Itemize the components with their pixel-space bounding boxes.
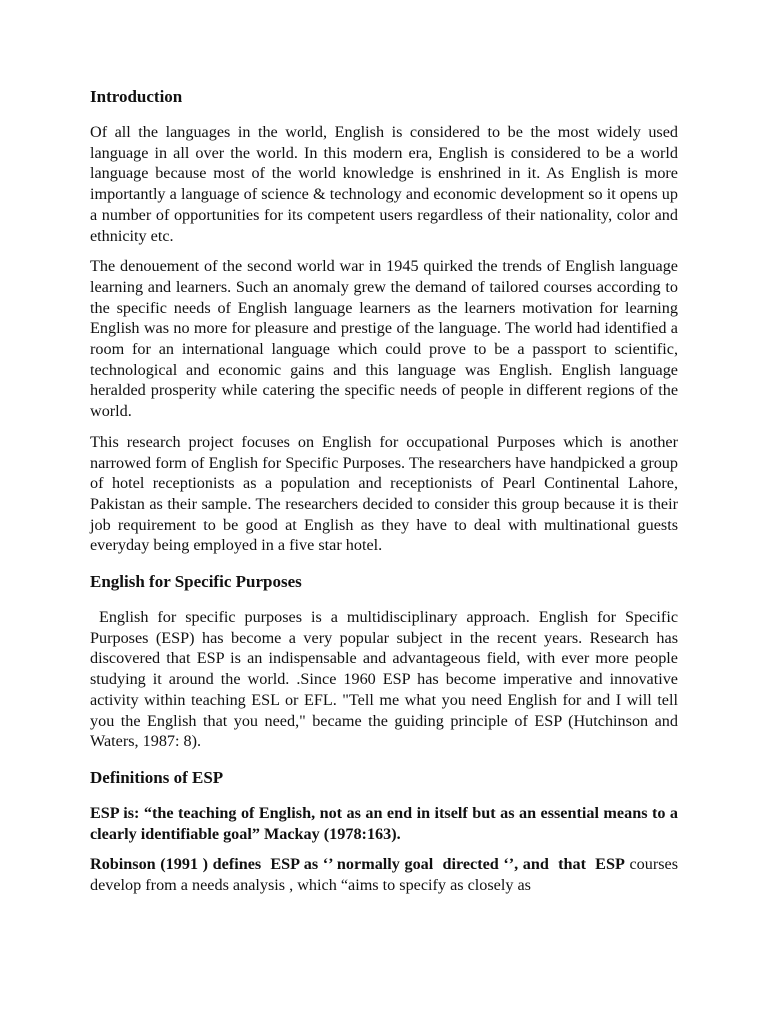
heading-definitions: Definitions of ESP (90, 767, 224, 787)
definition-paragraph-1: ESP is: “the teaching of English, not as an end in itself but as an essential means to a clearly identifiable goal” Mackay (1978:163). (90, 803, 678, 843)
definition-paragraph-2-rest: courses develop from a needs analysis , which “aims to specify as closely as (90, 855, 679, 895)
intro-paragraph-3: This research project focuses on English for occupational Purposes which is another narrowed form of English for Specific Purposes. The researchers have handpicked a group of hotel receptionists as a population and receptionists of Pearl Continental Lahore, Pakistan as their sample. The researchers decided to consider this group because it is their job requirement to be good at English as they have to deal with multinational guests everyday being employed in a five star hotel. (90, 432, 678, 555)
esp-paragraph-1: English for specific purposes is a multidisciplinary approach. English for Specific Purposes (ESP) has become a very popular subject in the recent years. Research has discovered that ESP is an indispensable and advantageous field, with ever more people studying it around the world. .Since 1960 ESP has become imperative and innovative activity within teaching ESL or EFL. "Tell me what you need English for and I will tell you the English that you need," became the guiding principle of ESP (Hutchinson and Waters, 1987: 8). (90, 608, 683, 751)
intro-paragraph-1: Of all the languages in the world, English is considered to be the most widely used language in all over the world. In this modern era, English is considered to be a world language because most of the world knowledge is enshrined in it. As English is more importantly a language of science & technology and economic development so it opens up a number of opportunities for its competent users regardless of their nationality, color and ethnicity etc. (90, 123, 678, 245)
definition-paragraph-2 (90, 854, 678, 895)
heading-introduction: Introduction (90, 87, 183, 106)
heading-esp: English for Specific Purposes (90, 572, 302, 592)
document-page (90, 86, 683, 896)
intro-paragraph-2: The denouement of the second world war in 1945 quirked the trends of English language learning and learners. Such an anomaly grew the demand of tailored courses according to the specific needs of English language learners as the learners motivation for learning English was no more for pleasure and prestige of the language. The world had identified a room for an international language which could prove to be a passport to scientific, technological and economic gains and this language was English. English language heralded prosperity while catering the specific needs of people in different regions of the world. (90, 257, 678, 421)
definition-paragraph-2-bold: Robinson (1991 ) defines ESP as ‘’ normally goal directed ‘’, and that ESP (90, 855, 625, 874)
